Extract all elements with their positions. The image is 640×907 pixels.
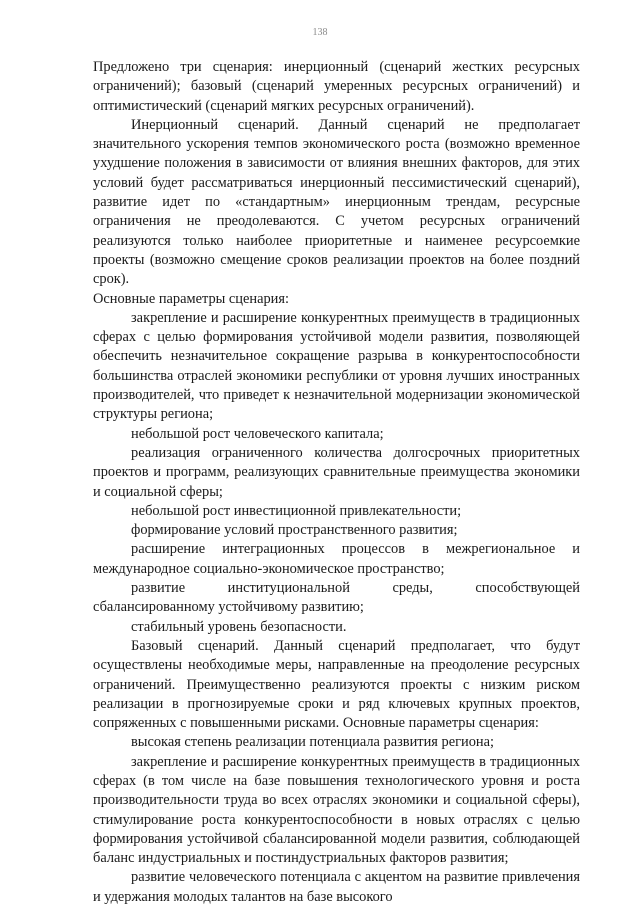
list-item: небольшой рост человеческого капитала; — [131, 425, 384, 442]
list-item: высокая степень реализации потенциала развития региона; — [131, 734, 494, 751]
list-item: развитие человеческого потенциала с акцентом на развитие привлечения и удержания молодых талантов на базе высокого — [93, 869, 580, 905]
list-item: расширение интеграционных процессов в межрегиональное и международное социально-экономическое пространство; — [93, 541, 580, 577]
paragraph-base-scenario: Базовый сценарий. Данный сценарий предполагает, что будут осуществлены необходимые меры, направленные на преодоление ресурсных ограничений. Преимущественно реализуются проекты с низким риском реализации в прогнозируемые сроки и ряд ключевых крупных проектов, сопряженных с повышенными рисками. Основные параметры сценария: — [93, 637, 580, 732]
list-item: развитие институциональной среды, способствующей сбалансированному устойчивому развитию; — [93, 580, 580, 616]
paragraph-intro: Предложено три сценария: инерционный (сценарий жестких ресурсных ограничений); базовый (сценарий умеренных ресурсных ограничений) и оптимистический (сценарий мягких ресурсных ограничений). — [93, 59, 580, 114]
list-item: формирование условий пространственного развития; — [131, 522, 458, 539]
list-item: закрепление и расширение конкурентных преимуществ в традиционных сферах (в том числе на базе повышения технологического уровня и роста производительности труда во всех отраслях экономики и социальной сферы), стимулирование роста конкурентоспособности в новых отраслях с целью формирования устойчивой сбалансированной модели развития, соблюдающей баланс индустриальных и постиндустриальных факторов развития; — [93, 753, 580, 867]
list-item: реализация ограниченного количества долгосрочных приоритетных проектов и программ, реализующих сравнительные преимущества экономики и социальной сферы; — [93, 444, 580, 500]
list-item: закрепление и расширение конкурентных преимуществ в традиционных сферах с целью формирования устойчивой модели развития, позволяющей обеспечить незначительное сокращение разрыва в конкурентоспособности большинства отраслей экономики республики от уровня лучших иностранных производителей, что приведет к незначительной модернизации экономической структуры региона; — [93, 309, 580, 423]
paragraph-main-parameters: Основные параметры сценария: — [93, 290, 289, 307]
list-item: небольшой рост инвестиционной привлекательности; — [131, 502, 462, 519]
list-item: стабильный уровень безопасности. — [131, 618, 347, 635]
page-number: 138 — [312, 27, 328, 38]
paragraph-inertial-scenario: Инерционный сценарий. Данный сценарий не предполагает значительного ускорения темпов экономического роста (возможно временное ухудшение положения в зависимости от влияния внешних факторов, для этих условий будет рассматриваться инерционный пессимистический сценарий), развитие идет по «стандартным» инерционным трендам, ресурсные ограничения не преодолеваются. С учетом ресурсных ограничений реализуются только наиболее приоритетные и наименее ресурсоемкие проекты (возможно смещение сроков реализации проектов на более поздний срок). — [93, 116, 580, 288]
page-body — [93, 58, 580, 907]
